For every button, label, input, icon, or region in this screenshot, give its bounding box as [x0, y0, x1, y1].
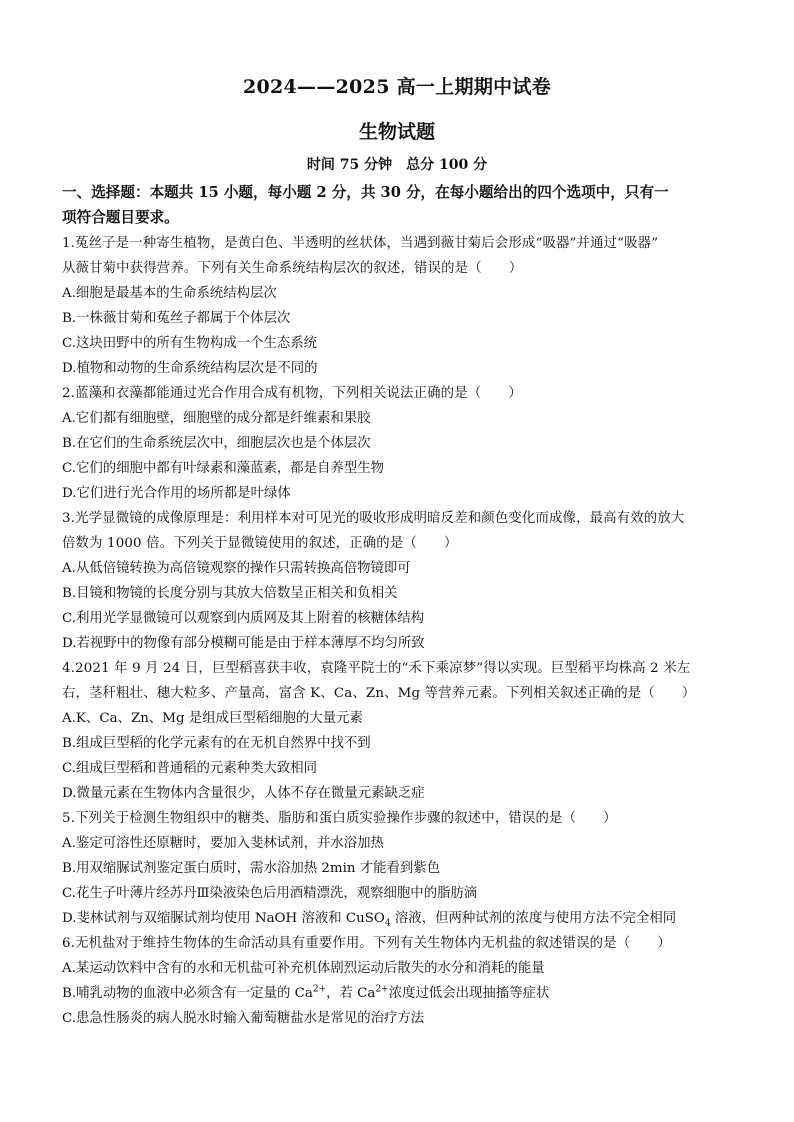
question-4 [62, 656, 732, 806]
question-stem: 5.下列关于检测生物组织中的糖类、脂肪和蛋白质实验操作步骤的叙述中，错误的是（ ） [62, 811, 617, 826]
question-1 [62, 231, 732, 381]
exam-time: 时间 75 分钟 [306, 157, 393, 173]
option-a: A.它们都有细胞壁，细胞壁的成分都是纤维素和果胶 [62, 411, 371, 426]
option-b: B.一株薇甘菊和菟丝子都属于个体层次 [62, 311, 291, 326]
option-c: C.这块田野中的所有生物构成一个生态系统 [62, 336, 318, 351]
subject-title: 生物试题 [358, 121, 435, 143]
section-heading-line: 一、选择题：本题共 15 小题，每小题 2 分，共 30 分，在每小题给出的四个选项中，只有一 [62, 184, 669, 201]
superscript: 2+ [312, 984, 327, 995]
question-stem: 1.菟丝子是一种寄生植物，是黄白色、半透明的丝状体，当遇到薇甘菊后会形成“吸器”并通过“吸器” [62, 236, 659, 251]
option-d [62, 906, 732, 931]
option-b: B.用双缩脲试剂鉴定蛋白质时，需水浴加热 2min 才能看到紫色 [62, 861, 441, 876]
subscript: 4 [384, 918, 391, 929]
question-stem: 从薇甘菊中获得营养。下列有关生命系统结构层次的叙述，错误的是（ ） [62, 261, 523, 276]
question-stem: 右，茎秆粗壮、穗大粒多、产量高，富含 K、Ca、Zn、Mg 等营养元素。下列相关叙述正确的是（ ） [62, 686, 696, 701]
question-stem: 4.2021 年 9 月 24 日，巨型稻喜获丰收，袁隆平院士的“禾下乘凉梦”得以实现。巨型稻平均株高 2 米左 [62, 661, 691, 676]
option-a: A.鉴定可溶性还原糖时，要加入斐林试剂，并水浴加热 [62, 836, 384, 851]
option-b: B.在它们的生命系统层次中，细胞层次也是个体层次 [62, 436, 371, 451]
question-2 [62, 381, 732, 506]
option-a: A.从低倍镜转换为高倍镜观察的操作只需转换高倍物镜即可 [62, 561, 411, 576]
option-a: A.细胞是最基本的生命系统结构层次 [62, 286, 277, 301]
question-stem: 2.蓝藻和衣藻都能通过光合作用合成有机物，下列相关说法正确的是（ ） [62, 386, 522, 401]
option-d-text: 溶液，但两种试剂的浓度与使用方法不完全相同 [390, 911, 677, 926]
option-b: B.目镜和物镜的长度分别与其放大倍数呈正相关和负相关 [62, 586, 398, 601]
question-5 [62, 806, 732, 931]
option-d: D.若视野中的物像有部分模糊可能是由于样本薄厚不均匀所致 [62, 636, 425, 651]
exam-title: 2024——2025 高一上期期中试卷 [242, 76, 552, 98]
question-6 [62, 931, 732, 1031]
option-c: C.它们的细胞中都有叶绿素和藻蓝素，都是自养型生物 [62, 461, 385, 476]
option-d: D.植物和动物的生命系统结构层次是不同的 [62, 361, 318, 376]
option-b-text: 浓度过低会出现抽搐等症状 [388, 986, 550, 1001]
section-heading [62, 180, 732, 230]
option-b-text: B.哺乳动物的血液中必须含有一定量的 Ca [62, 986, 313, 1001]
question-stem: 倍数为 1000 倍。下列关于显微镜使用的叙述，正确的是（ ） [62, 536, 458, 551]
option-c: C.组成巨型稻和普通稻的元素种类大致相同 [62, 761, 318, 776]
option-b: B.组成巨型稻的化学元素有的在无机自然界中找不到 [62, 736, 371, 751]
option-c: C.利用光学显微镜可以观察到内质网及其上附着的核糖体结构 [62, 611, 425, 626]
exam-meta [62, 154, 732, 174]
option-b [62, 981, 732, 1006]
question-3 [62, 506, 732, 656]
option-c: C.患急性肠炎的病人脱水时输入葡萄糖盐水是常见的治疗方法 [62, 1011, 425, 1026]
exam-total: 总分 100 分 [406, 157, 488, 173]
option-b-text: ，若 Ca [326, 986, 376, 1001]
question-stem: 6.无机盐对于维持生物体的生命活动具有重要作用。下列有关生物体内无机盐的叙述错误的是（ ） [62, 936, 671, 951]
option-a: A.K、Ca、Zn、Mg 是组成巨型稻细胞的大量元素 [62, 711, 363, 726]
section-heading-line: 项符合题目要求。 [62, 209, 179, 226]
option-a: A.某运动饮料中含有的水和无机盐可补充机体剧烈运动后散失的水分和消耗的能量 [62, 961, 545, 976]
option-c: C.花生子叶薄片经苏丹Ⅲ染液染色后用酒精漂洗，观察细胞中的脂肪滴 [62, 886, 478, 901]
superscript: 2+ [375, 984, 389, 995]
question-stem: 3.光学显微镜的成像原理是：利用样本对可见光的吸收形成明暗反差和颜色变化而成像，最高有效的放大 [62, 511, 685, 526]
option-d-text: D.斐林试剂与双缩脲试剂均使用 NaOH 溶液和 CuSO [62, 911, 385, 926]
option-d: D.微量元素在生物体内含量很少，人体不存在微量元素缺乏症 [62, 786, 425, 801]
option-d: D.它们进行光合作用的场所都是叶绿体 [62, 486, 291, 501]
